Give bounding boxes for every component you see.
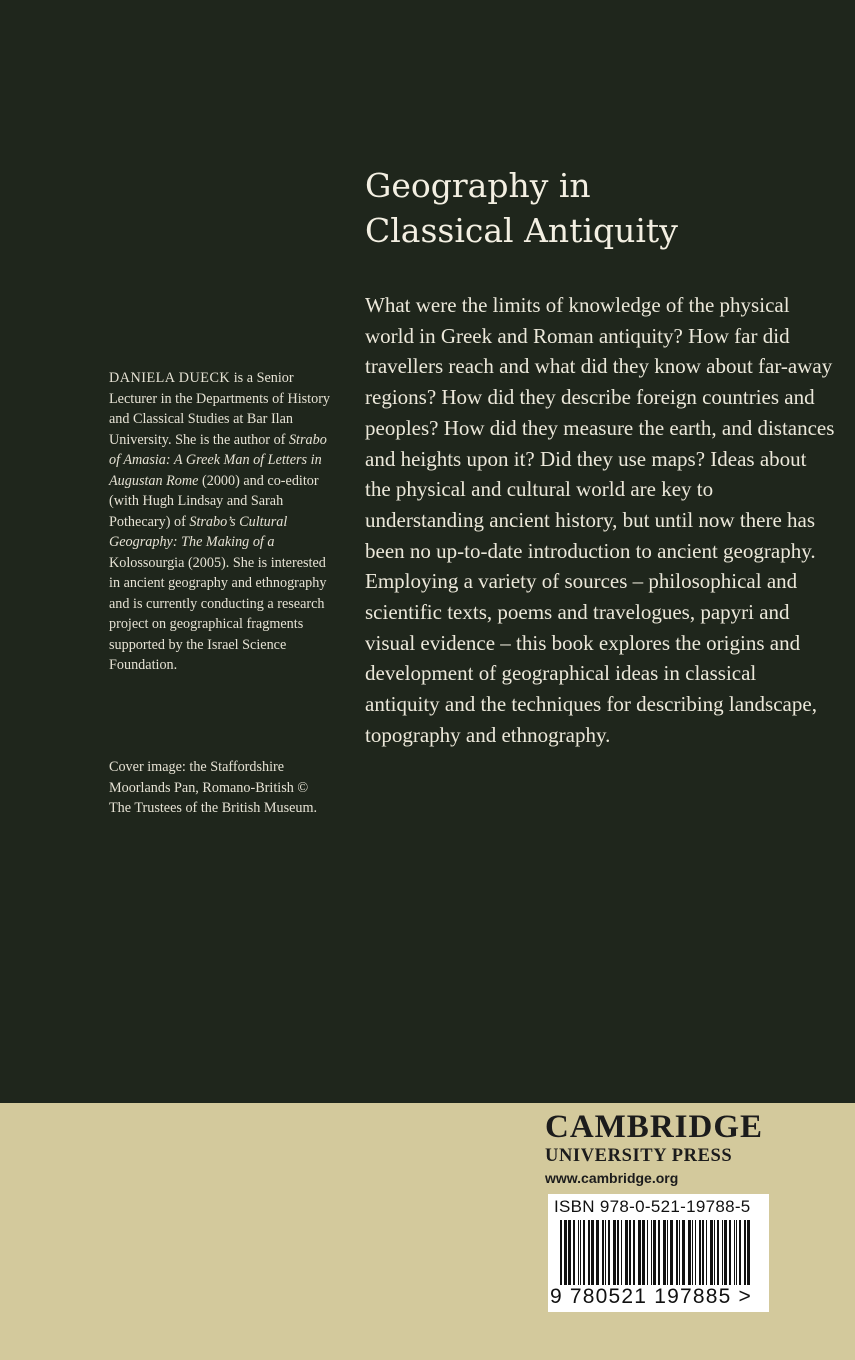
author-bio-text-3: Kolossourgia (2005). She is interested in ancient geography and ethnography and is currently conducting a research project on geographical fragments supported by the Israel Science Foundation. <box>109 554 327 673</box>
publisher-logo <box>545 1108 775 1190</box>
book-title-line-2: Classical Antiquity <box>365 211 678 250</box>
publisher-url: www.cambridge.org <box>545 1170 679 1186</box>
publisher-name: CAMBRIDGE <box>545 1109 764 1145</box>
author-bio-text-2: (2000) and co-editor (with Hugh Lindsay and Sarah Pothecary) of <box>109 472 319 530</box>
book-title <box>365 163 825 253</box>
book-title-line-1: Geography in <box>365 166 591 205</box>
isbn-label: ISBN 978-0-521-19788-5 <box>554 1197 751 1216</box>
author-name: DANIELA DUECK <box>109 370 231 386</box>
book-blurb: What were the limits of knowledge of the physical world in Greek and Roman antiquity? How far did travellers reach and what did they know about far-away regions? How did they describe foreign countries and peoples? How did they measure the earth, and distances and heights upon it? Did they use maps? Ideas about the physical and cultural world are key to understanding ancient history, but until now there has been no up-to-date introduction to ancient geography. Employing a variety of sources – philosophical and scientific texts, poems and travelogues, papyri and visual evidence – this book explores the origins and development of geographical ideas in classical antiquity and the techniques for describing landscape, topography and ethnography. <box>365 293 835 747</box>
publisher-subtitle: UNIVERSITY PRESS <box>545 1146 733 1166</box>
author-book-1: Strabo of Amasia: A Greek Man of Letters in Augustan Rome <box>109 431 327 489</box>
barcode-digits: 9 780521 197885 > <box>550 1285 752 1308</box>
author-bio-text-1: is a Senior Lecturer in the Departments of History and Classical Studies at Bar Ilan University. She is the author of <box>109 370 331 448</box>
author-bio <box>109 368 331 676</box>
author-book-2: Strabo’s Cultural Geography: The Making of a <box>109 513 288 550</box>
isbn-barcode <box>548 1194 769 1312</box>
cover-image-credit: Cover image: the Staffordshire Moorlands Pan, Romano-British © The Trustees of the British Museum. <box>109 759 318 816</box>
